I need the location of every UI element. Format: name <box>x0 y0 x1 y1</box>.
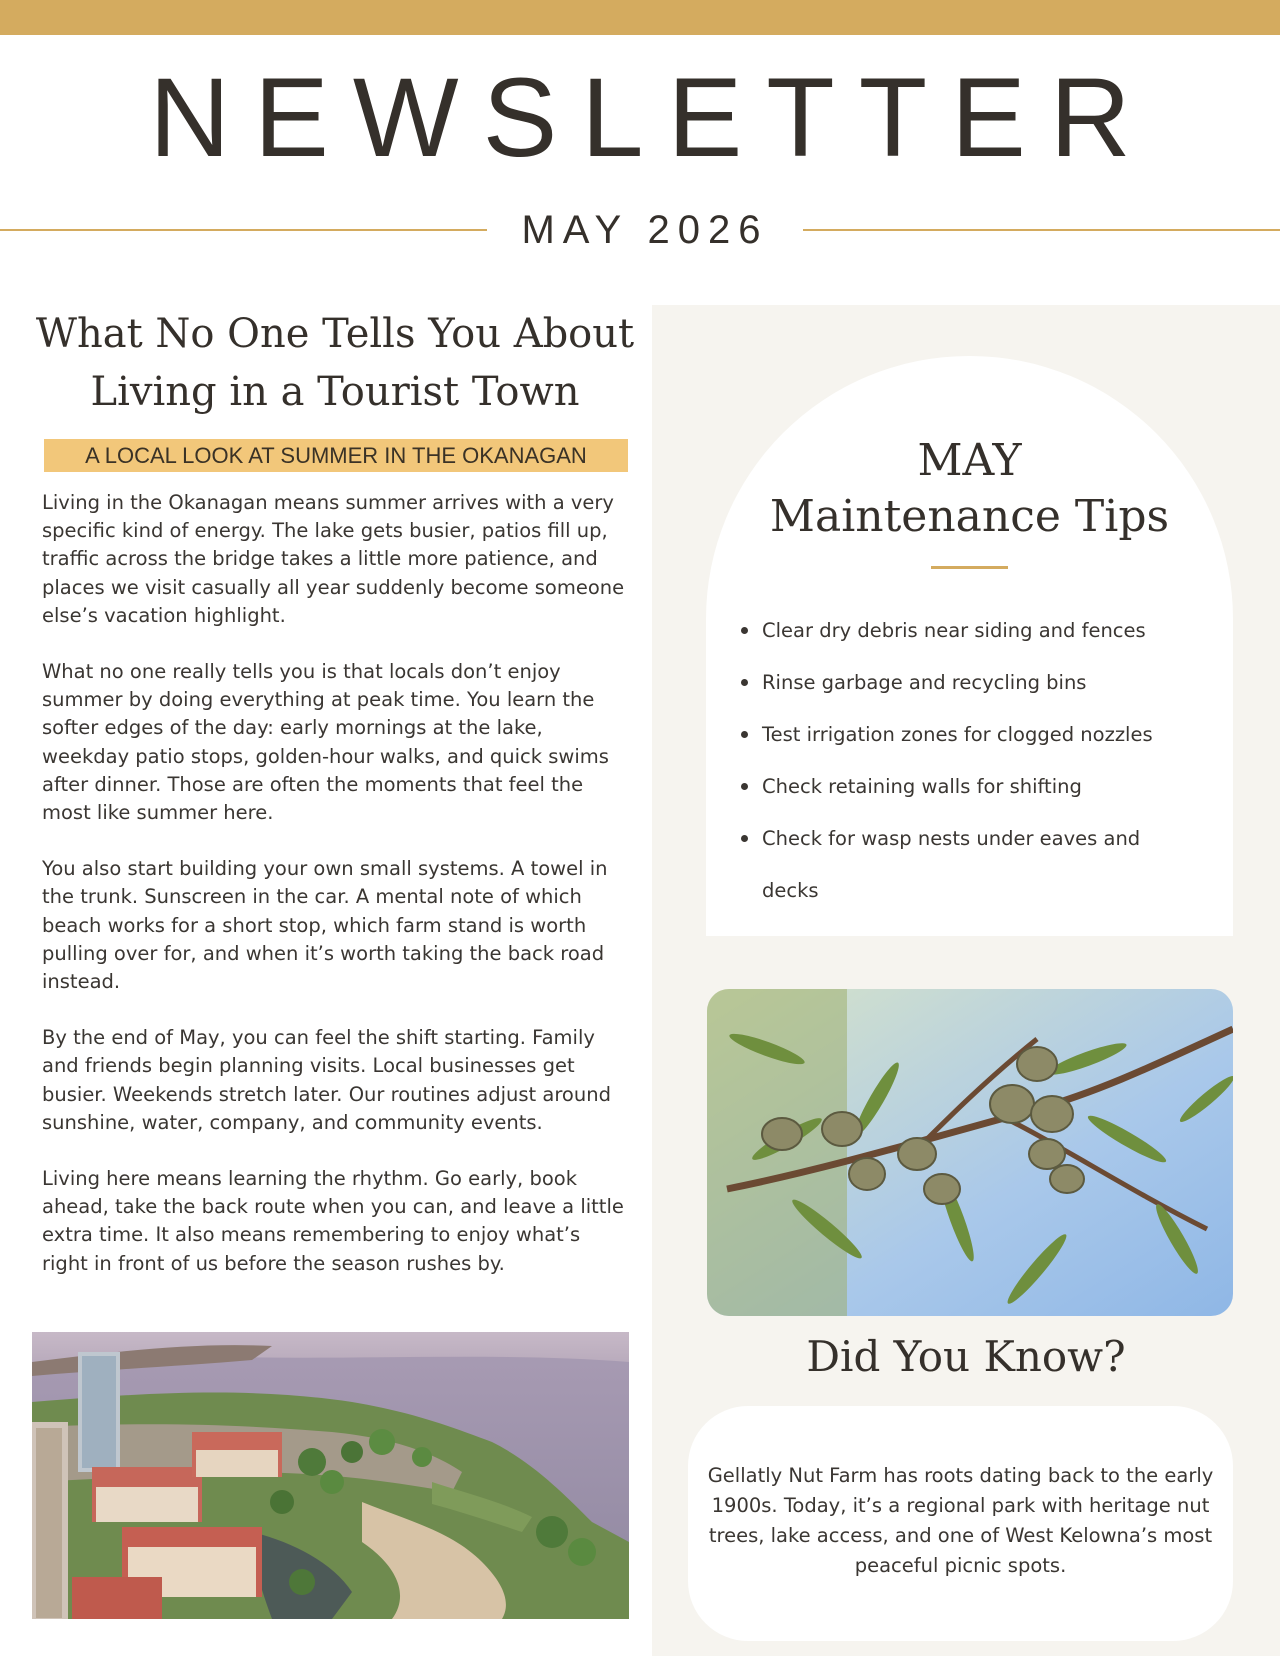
tips-heading <box>706 433 1233 545</box>
tip-item <box>741 657 1221 709</box>
almond-branch-photo <box>707 989 1233 1316</box>
article-paragraph: Living in the Okanagan means summer arrives with a very specific kind of energy. The lake gets busier, patios fill up, traffic across the bridge takes a little more patience, and places we visit casually all year suddenly become someone else’s vacation highlight. <box>42 491 625 627</box>
bullet-icon <box>741 627 748 634</box>
tips-heading-month: MAY <box>917 435 1022 486</box>
article-body <box>42 489 632 1306</box>
bullet-icon <box>741 783 748 790</box>
tip-item <box>741 761 1221 813</box>
date-rule-right <box>803 229 1280 231</box>
waterfront-aerial-photo <box>32 1332 629 1619</box>
tip-item <box>741 605 1221 657</box>
date-row <box>0 205 1280 255</box>
bullet-icon <box>741 679 748 686</box>
tip-item <box>741 709 1221 761</box>
tip-text: Test irrigation zones for clogged nozzles <box>762 723 1153 746</box>
did-you-know-text: Gellatly Nut Farm has roots dating back to the early 1900s. Today, it’s a regional park with heritage nut trees, lake access, and one of West Kelowna’s most peaceful picnic spots. <box>707 1464 1214 1577</box>
tips-heading-title: Maintenance Tips <box>769 491 1170 542</box>
bullet-icon <box>741 835 748 842</box>
tip-text: Check retaining walls for shifting <box>762 775 1082 798</box>
tip-text: Clear dry debris near siding and fences <box>762 619 1146 642</box>
top-accent-bar <box>0 0 1280 35</box>
issue-date: MAY 2026 <box>521 208 769 252</box>
tips-divider <box>931 566 1008 569</box>
article-paragraph: You also start building your own small systems. A towel in the trunk. Sunscreen in the car. A mental note of which beach works for a short stop, which farm stand is worth pulling over for, and when it’s worth taking the back road instead. <box>42 857 608 994</box>
masthead-title: NEWSLETTER <box>149 55 1155 180</box>
article-paragraph: What no one really tells you is that locals don’t enjoy summer by doing everything at peak time. You learn the softer edges of the day: early mornings at the lake, weekday patio stops, golden-hour walks, and quick swims after dinner. Those are often the moments that feel the most like summer here. <box>42 660 609 825</box>
article-title: What No One Tells You About Living in a Tourist Town <box>35 311 635 415</box>
article-paragraph: By the end of May, you can feel the shift starting. Family and friends begin planning visits. Local businesses get busier. Weekends stretch later. Our routines adjust around sunshine, water, company, and community events. <box>42 1026 611 1134</box>
tips-list <box>741 605 1221 917</box>
article-paragraph: Living here means learning the rhythm. Go early, book ahead, take the back route when you can, and leave a little extra time. It also means remembering to enjoy what’s right in front of us before the season rushes by. <box>42 1167 624 1275</box>
did-you-know-heading: Did You Know? <box>806 1332 1126 1381</box>
article-subtitle: A LOCAL LOOK AT SUMMER IN THE OKANAGAN <box>44 439 628 472</box>
tip-text: Check for wasp nests under eaves and decks <box>762 827 1141 902</box>
bullet-icon <box>741 731 748 738</box>
tip-text: Rinse garbage and recycling bins <box>762 671 1087 694</box>
tip-item <box>741 813 1172 917</box>
date-rule-left <box>0 229 487 231</box>
